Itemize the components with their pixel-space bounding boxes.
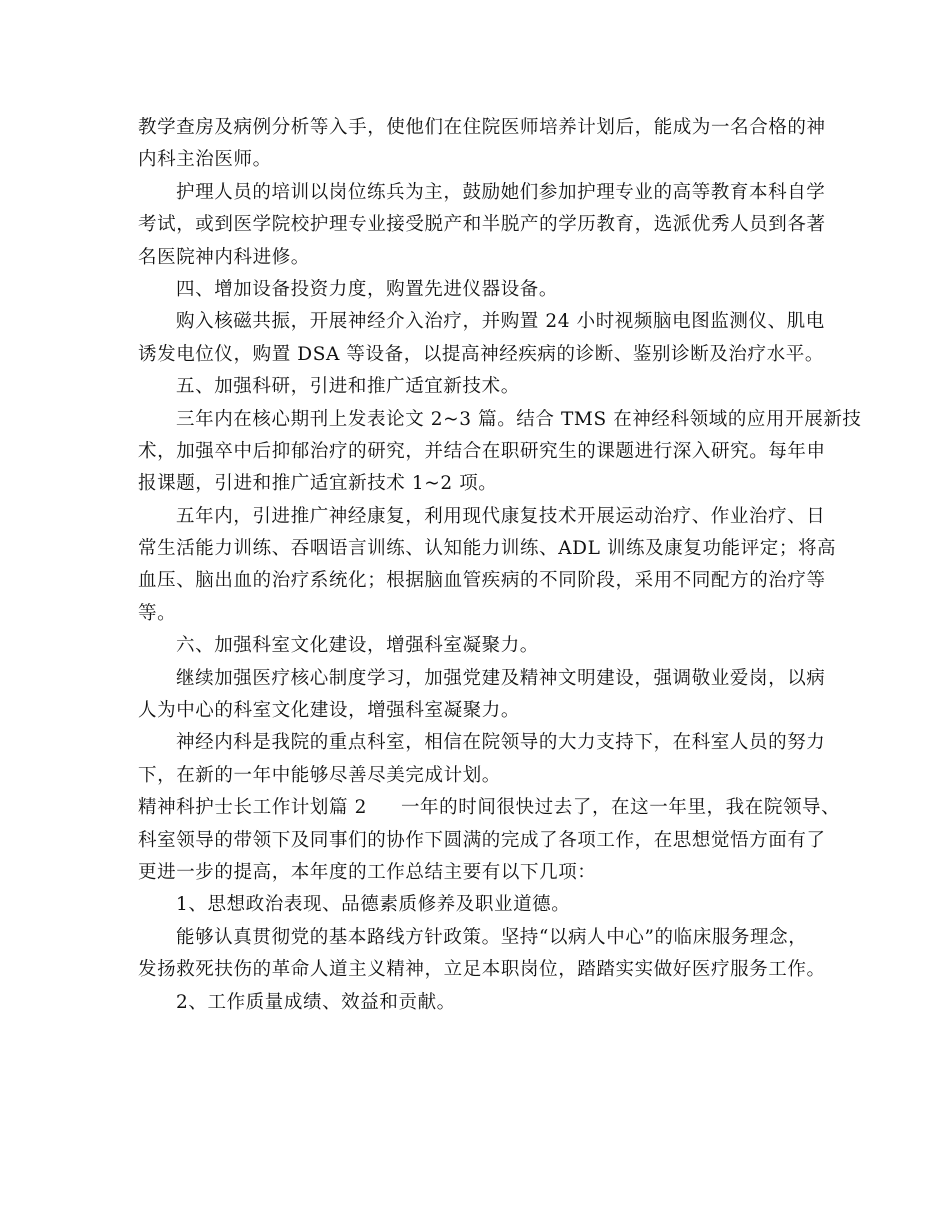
text-line: 五、加强科研，引进和推广适宜新技术。 <box>176 376 520 398</box>
text-line: 能够认真贯彻党的基本路线方针政策。坚持“以病人中心”的临床服务理念， <box>176 926 808 948</box>
section-heading-continuation: 一年的时间很快过去了，在这一年里，我在院领导、 <box>400 797 841 819</box>
text-line: 血压、脑出血的治疗系统化；根据脑血管疾病的不同阶段，采用不同配方的治疗等 <box>138 570 826 592</box>
text-line: 教学查房及病例分析等入手，使他们在住院医师培养计划后，能成为一名合格的神 <box>138 117 826 138</box>
text-line: 人为中心的科室文化建设，增强科室凝聚力。 <box>138 700 521 722</box>
text-line: 五年内，引进推广神经康复，利用现代康复技术开展运动治疗、作业治疗、日 <box>176 505 826 527</box>
text-line: 术，加强卒中后抑郁治疗的研究，并结合在职研究生的课题进行深入研究。每年申 <box>138 440 826 462</box>
text-line: 更进一步的提高，本年度的工作总结主要有以下几项： <box>138 861 597 883</box>
text-line: 2、工作质量成绩、效益和贡献。 <box>176 991 456 1013</box>
text-line: 三年内在核心期刊上发表论文 2~3 篇。结合 TMS 在神经科领域的应用开展新技 <box>176 408 862 430</box>
text-line: 常生活能力训练、吞咽语言训练、认知能力训练、ADL 训练及康复功能评定；将高 <box>138 538 837 560</box>
text-line: 诱发电位仪，购置 DSA 等设备，以提高神经疾病的诊断、鉴别诊断及治疗水平。 <box>138 343 824 365</box>
paragraph-block-after <box>138 825 826 1019</box>
document-body <box>138 112 862 1019</box>
text-line: 发扬救死扶伤的革命人道主义精神，立足本职岗位，踏踏实实做好医疗服务工作。 <box>138 959 826 981</box>
text-line: 等。 <box>138 602 177 624</box>
text-line: 考试，或到医学院校护理专业接受脱产和半脱产的学历教育，选派优秀人员到各著 <box>138 214 826 236</box>
text-line: 购入核磁共振，开展神经介入治疗，并购置 24 小时视频脑电图监测仪、肌电 <box>176 311 825 333</box>
text-line: 1、思想政治表现、品德素质修养及职业道德。 <box>176 894 571 916</box>
text-line: 护理人员的培训以岗位练兵为主，鼓励她们参加护理专业的高等教育本科自学 <box>176 181 826 203</box>
paragraph-block-before <box>138 112 862 792</box>
text-line: 内科主治医师。 <box>138 149 272 171</box>
text-line: 四、增加设备投资力度，购置先进仪器设备。 <box>176 278 559 300</box>
section-heading-line <box>138 792 841 824</box>
section-heading: 精神科护士长工作计划篇 2 <box>138 797 367 819</box>
text-line: 继续加强医疗核心制度学习，加强党建及精神文明建设，强调敬业爱岗，以病 <box>176 667 826 689</box>
text-line: 六、加强科室文化建设，增强科室凝聚力。 <box>176 635 539 657</box>
text-line: 下，在新的一年中能够尽善尽美完成计划。 <box>138 764 501 786</box>
text-line: 报课题，引进和推广适宜新技术 1~2 项。 <box>138 473 498 495</box>
text-line: 科室领导的带领下及同事们的协作下圆满的完成了各项工作，在思想觉悟方面有了 <box>138 829 826 851</box>
text-line: 名医院神内科进修。 <box>138 246 310 268</box>
text-line: 神经内科是我院的重点科室，相信在院领导的大力支持下，在科室人员的努力 <box>176 732 826 754</box>
